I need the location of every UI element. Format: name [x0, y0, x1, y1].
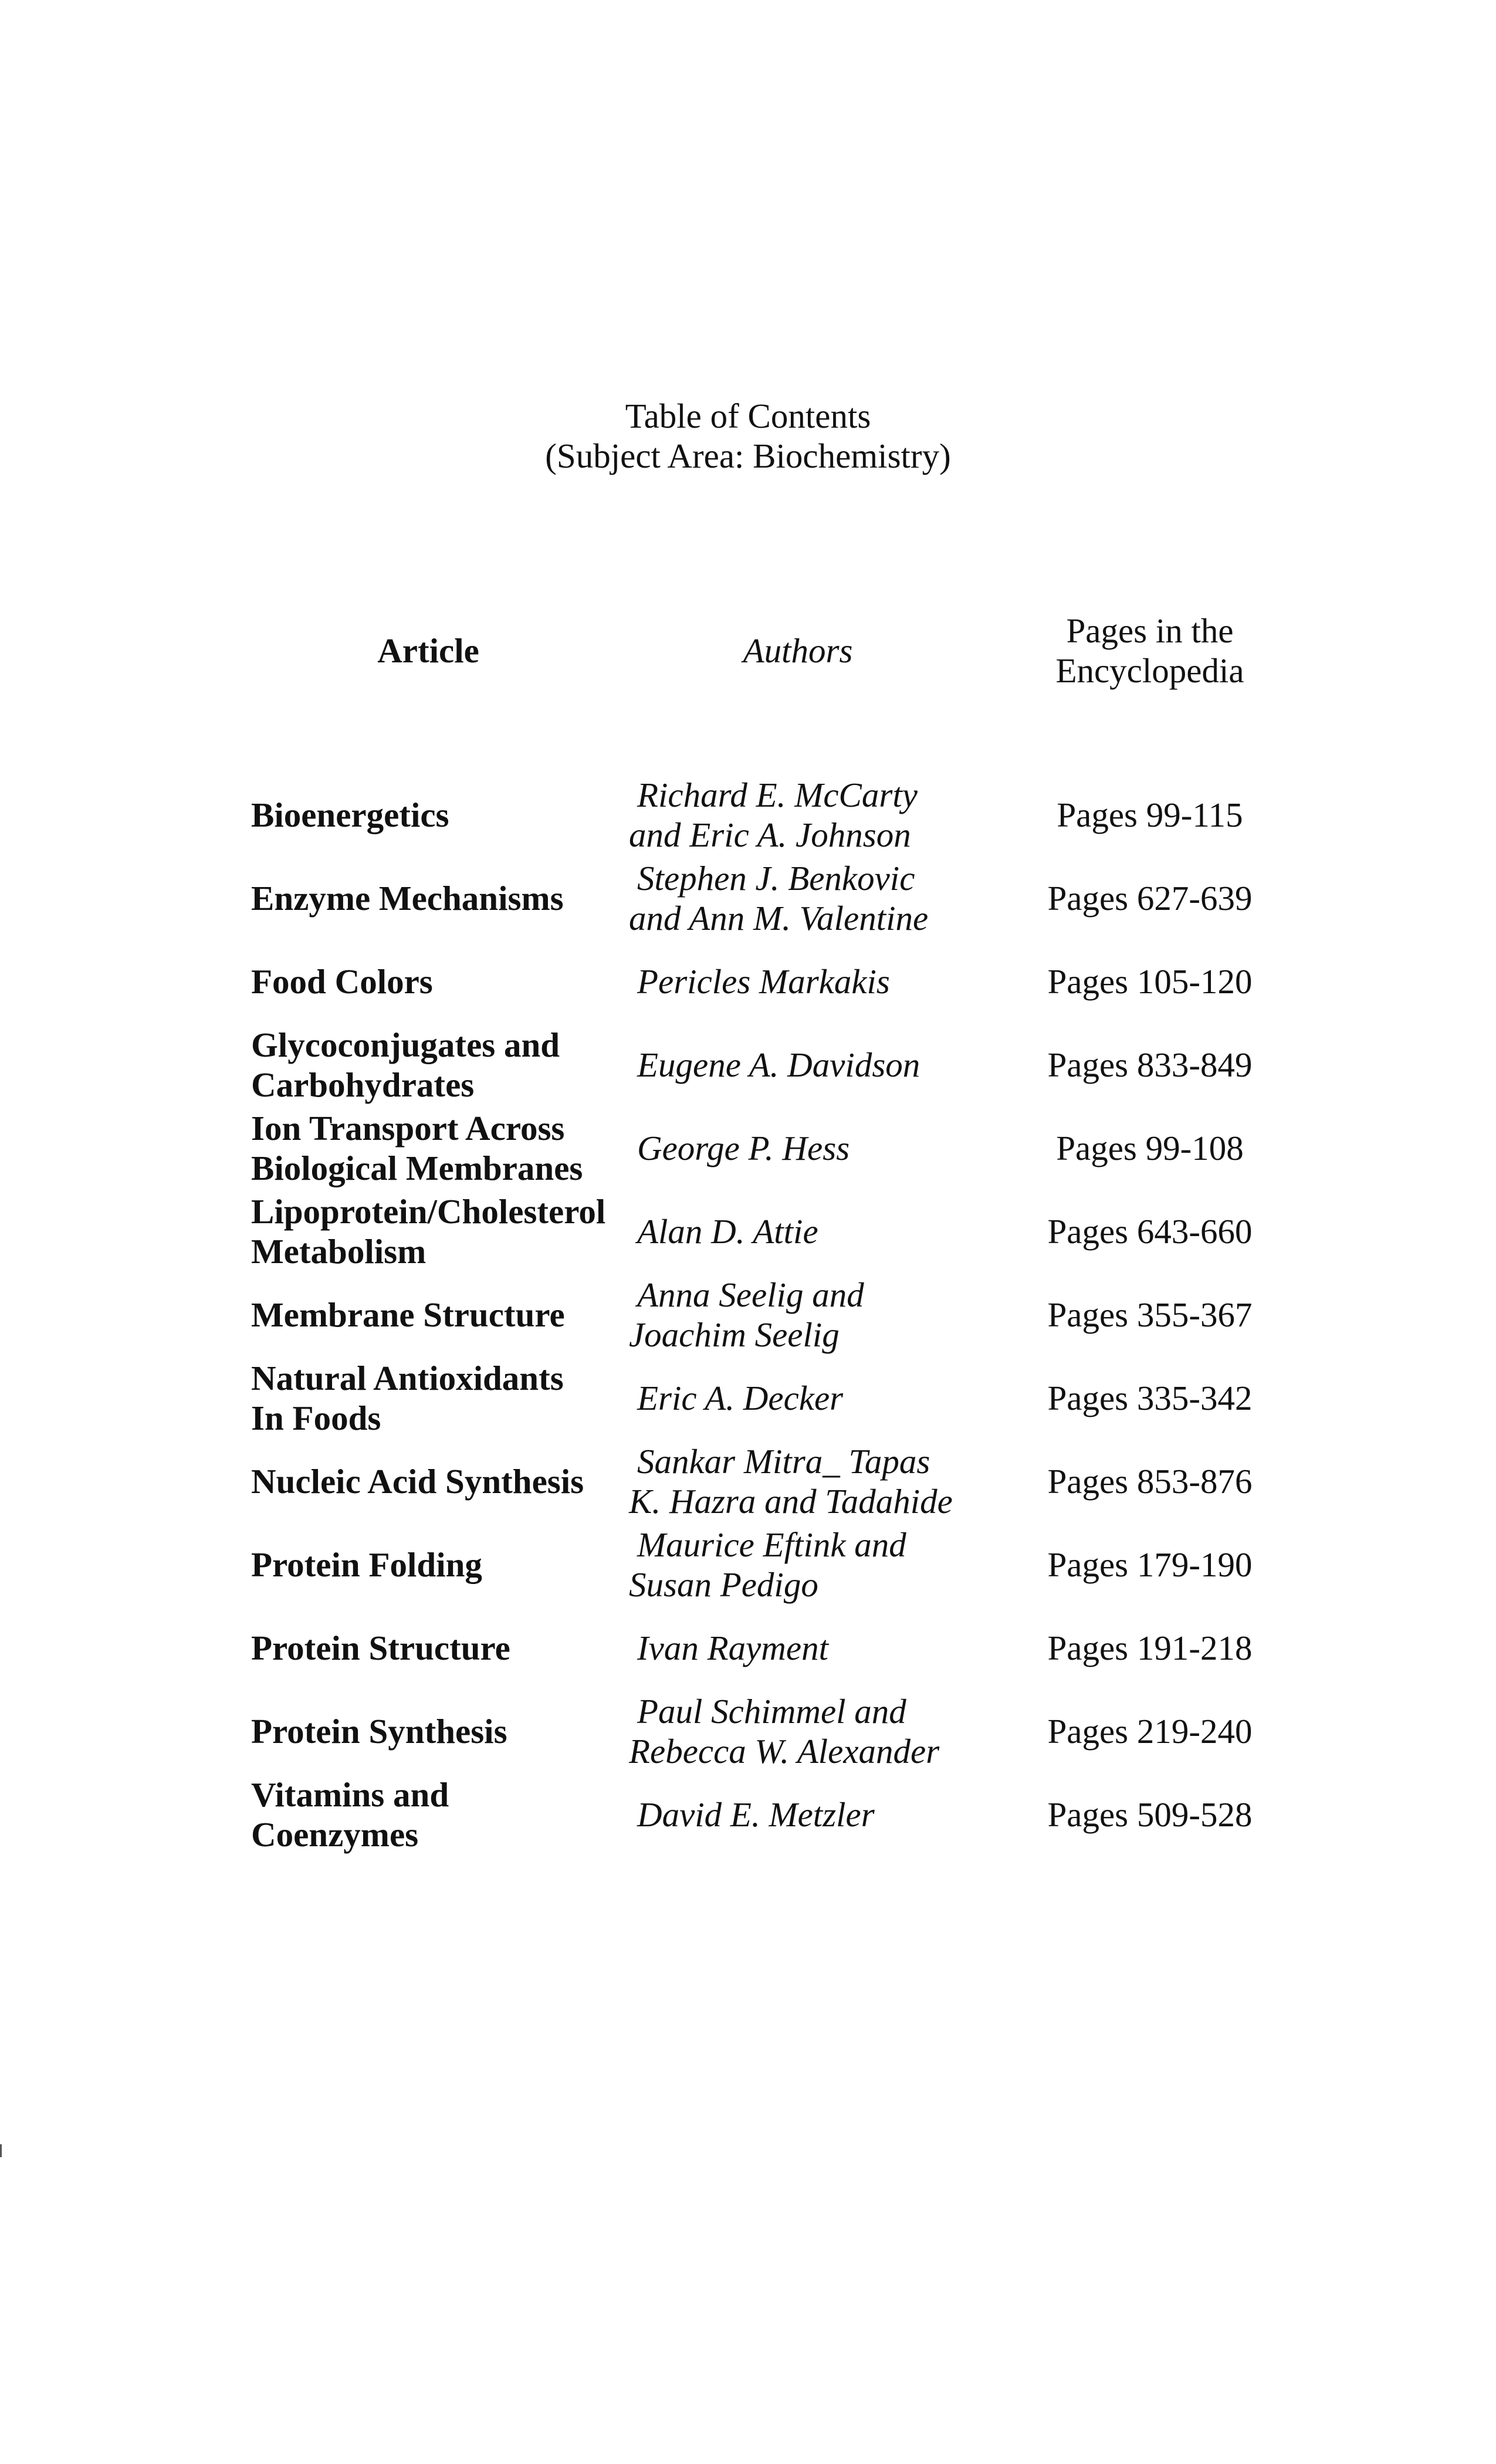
- author-line: Joachim Seelig: [629, 1315, 840, 1354]
- author-line: Eric A. Decker: [637, 1379, 844, 1417]
- article-title-line: Coenzymes: [251, 1815, 419, 1854]
- table-row: [0, 1773, 1496, 1856]
- column-header-pages-line-2: Encyclopedia: [1055, 651, 1244, 690]
- article-title-line: Protein Folding: [251, 1545, 482, 1584]
- article-pages: Pages 643-660: [1047, 1212, 1253, 1251]
- article-title-line: Protein Synthesis: [251, 1712, 507, 1751]
- article-authors: [629, 1273, 993, 1356]
- article-title: [251, 1023, 615, 1106]
- article-pages: Pages 105-120: [1047, 962, 1253, 1001]
- article-pages: Pages 191-218: [1047, 1629, 1253, 1667]
- article-title-line: Enzyme Mechanisms: [251, 879, 564, 918]
- article-title-line: Protein Structure: [251, 1629, 510, 1667]
- article-pages: Pages 833-849: [1047, 1045, 1253, 1084]
- author-line: Richard E. McCarty: [637, 776, 918, 814]
- author-line: Eugene A. Davidson: [637, 1045, 920, 1084]
- article-authors: [629, 940, 993, 1023]
- article-title-line: Glycoconjugates and: [251, 1025, 560, 1064]
- article-title: [251, 1356, 615, 1440]
- page-title: [0, 396, 1496, 476]
- table-row: [0, 1356, 1496, 1440]
- article-title: [251, 1273, 615, 1356]
- article-title: [251, 857, 615, 940]
- article-title-line: Biological Membranes: [251, 1149, 583, 1187]
- author-line: and Eric A. Johnson: [629, 815, 911, 854]
- title-line-2: (Subject Area: Biochemistry): [545, 436, 951, 475]
- table-row: [0, 857, 1496, 940]
- contents-table: [0, 773, 1496, 1856]
- table-row: [0, 1273, 1496, 1356]
- article-authors: [629, 1190, 993, 1273]
- author-line: Sankar Mitra_ Tapas: [637, 1442, 930, 1481]
- author-line: Rebecca W. Alexander: [629, 1732, 940, 1771]
- article-pages: Pages 509-528: [1047, 1795, 1253, 1834]
- article-title: [251, 1773, 615, 1856]
- table-row: [0, 1523, 1496, 1606]
- article-title-line: Nucleic Acid Synthesis: [251, 1462, 584, 1501]
- article-pages: Pages 99-108: [1056, 1129, 1244, 1167]
- author-line: Stephen J. Benkovic: [637, 859, 915, 898]
- article-authors: [629, 1690, 993, 1773]
- article-pages: Pages 627-639: [1047, 879, 1253, 918]
- article-title-line: Food Colors: [251, 962, 433, 1001]
- article-title: [251, 1440, 615, 1523]
- table-row: [0, 773, 1496, 857]
- article-title: [251, 1106, 615, 1190]
- article-authors: [629, 1106, 993, 1190]
- article-authors: [629, 1773, 993, 1856]
- author-line: K. Hazra and Tadahide: [629, 1482, 953, 1521]
- article-title: [251, 1190, 615, 1273]
- table-row: [0, 1023, 1496, 1106]
- author-line: George P. Hess: [637, 1129, 850, 1167]
- article-title: [251, 773, 615, 857]
- author-line: Ivan Rayment: [637, 1629, 828, 1667]
- column-header-article: Article: [377, 631, 479, 670]
- article-pages: Pages 99-115: [1057, 796, 1243, 834]
- article-title-line: Metabolism: [251, 1232, 427, 1271]
- article-pages: Pages 219-240: [1047, 1712, 1253, 1751]
- article-title-line: Carbohydrates: [251, 1065, 475, 1104]
- article-title: [251, 1690, 615, 1773]
- article-pages: Pages 179-190: [1047, 1545, 1253, 1584]
- article-title-line: Vitamins and: [251, 1775, 449, 1814]
- article-authors: [629, 1606, 993, 1690]
- article-title: [251, 940, 615, 1023]
- article-pages: Pages 335-342: [1047, 1379, 1253, 1417]
- article-title-line: Natural Antioxidants: [251, 1359, 564, 1397]
- article-title-line: Ion Transport Across: [251, 1109, 565, 1148]
- article-authors: [629, 773, 993, 857]
- article-authors: [629, 1523, 993, 1606]
- article-authors: [629, 1440, 993, 1523]
- article-authors: [629, 1356, 993, 1440]
- table-row: [0, 1690, 1496, 1773]
- article-title-line: Lipoprotein/Cholesterol: [251, 1192, 606, 1231]
- column-header-authors: Authors: [743, 631, 853, 670]
- author-line: Susan Pedigo: [629, 1565, 818, 1604]
- author-line: Alan D. Attie: [637, 1212, 818, 1251]
- table-row: [0, 1606, 1496, 1690]
- table-row: [0, 1440, 1496, 1523]
- article-authors: [629, 857, 993, 940]
- table-row: [0, 1106, 1496, 1190]
- author-line: Paul Schimmel and: [637, 1692, 906, 1731]
- article-title-line: Membrane Structure: [251, 1295, 565, 1334]
- title-line-1: Table of Contents: [625, 397, 871, 435]
- article-pages: Pages 355-367: [1047, 1295, 1253, 1334]
- article-title: [251, 1523, 615, 1606]
- author-line: David E. Metzler: [637, 1795, 875, 1834]
- column-header-pages: [1027, 611, 1273, 691]
- author-line: Maurice Eftink and: [637, 1525, 906, 1564]
- table-row: [0, 1190, 1496, 1273]
- article-title-line: Bioenergetics: [251, 796, 449, 834]
- article-pages: Pages 853-876: [1047, 1462, 1253, 1501]
- column-header-pages-line-1: Pages in the: [1066, 611, 1234, 650]
- author-line: and Ann M. Valentine: [629, 899, 929, 937]
- table-row: [0, 940, 1496, 1023]
- article-authors: [629, 1023, 993, 1106]
- article-title: [251, 1606, 615, 1690]
- author-line: Anna Seelig and: [637, 1275, 864, 1314]
- author-line: Pericles Markakis: [637, 962, 890, 1001]
- scan-edge-mark: [0, 2144, 2, 2157]
- article-title-line: In Foods: [251, 1399, 381, 1437]
